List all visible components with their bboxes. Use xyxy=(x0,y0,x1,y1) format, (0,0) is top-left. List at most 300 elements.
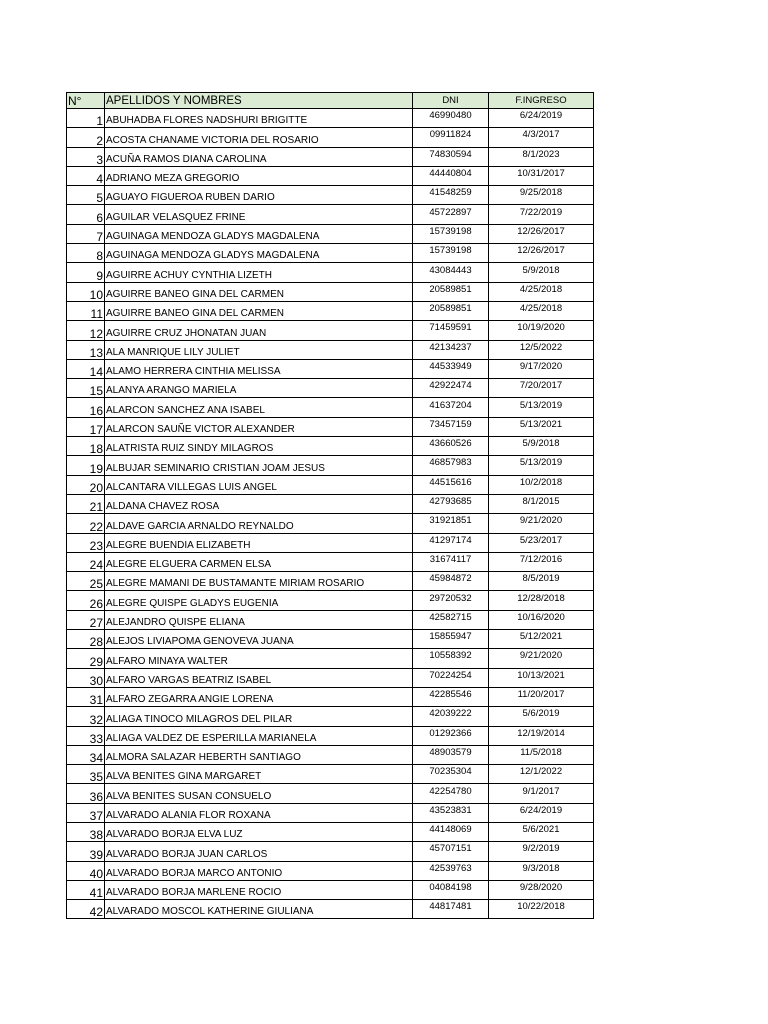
row-full-name: ALMORA SALAZAR HEBERTH SANTIAGO xyxy=(105,745,413,764)
row-full-name: ALVA BENITES GINA MARGARET xyxy=(105,765,413,784)
row-number: 1 xyxy=(67,109,105,128)
row-dni-text: 15855947 xyxy=(429,631,472,643)
row-entry-date xyxy=(489,398,594,417)
row-entry-date-text: 6/24/2019 xyxy=(519,110,563,122)
row-full-name: ALBUJAR SEMINARIO CRISTIAN JOAM JESUS xyxy=(105,456,413,475)
row-full-name: ALEGRE MAMANI DE BUSTAMANTE MIRIAM ROSARIO xyxy=(105,572,413,591)
row-dni xyxy=(413,282,489,301)
row-full-name: ACOSTA CHANAME VICTORIA DEL ROSARIO xyxy=(105,128,413,147)
row-full-name: ALARCON SAUÑE VICTOR ALEXANDER xyxy=(105,417,413,436)
row-number: 41 xyxy=(67,880,105,899)
row-entry-date-text: 6/24/2019 xyxy=(519,804,563,816)
row-dni xyxy=(413,687,489,706)
row-entry-date-text: 11/20/2017 xyxy=(517,689,565,701)
row-entry-date-text: 5/9/2018 xyxy=(522,264,560,276)
table-row xyxy=(67,321,594,340)
row-dni xyxy=(413,900,489,919)
table-header-row xyxy=(67,93,594,109)
row-entry-date xyxy=(489,282,594,301)
row-entry-date xyxy=(489,572,594,591)
row-number: 39 xyxy=(67,842,105,861)
table-row xyxy=(67,301,594,320)
table-row xyxy=(67,359,594,378)
row-entry-date xyxy=(489,668,594,687)
row-entry-date-text: 5/6/2021 xyxy=(522,824,560,836)
row-dni xyxy=(413,784,489,803)
row-entry-date xyxy=(489,475,594,494)
row-entry-date-text: 11/5/2018 xyxy=(520,746,562,758)
row-dni xyxy=(413,263,489,282)
table-row xyxy=(67,745,594,764)
row-number: 14 xyxy=(67,359,105,378)
row-entry-date xyxy=(489,533,594,552)
row-full-name: ALA MANRIQUE LILY JULIET xyxy=(105,340,413,359)
row-number: 28 xyxy=(67,630,105,649)
row-full-name: ALEGRE QUISPE GLADYS EUGENIA xyxy=(105,591,413,610)
row-number: 7 xyxy=(67,224,105,243)
row-number: 10 xyxy=(67,282,105,301)
row-entry-date-text: 10/16/2020 xyxy=(517,611,565,623)
row-entry-date-text: 5/13/2019 xyxy=(519,457,563,469)
table-row xyxy=(67,765,594,784)
row-entry-date-text: 4/25/2018 xyxy=(519,303,563,315)
table-row xyxy=(67,591,594,610)
row-dni xyxy=(413,147,489,166)
row-entry-date xyxy=(489,880,594,899)
row-dni-text: 45984872 xyxy=(429,573,472,585)
row-entry-date xyxy=(489,263,594,282)
row-entry-date xyxy=(489,745,594,764)
row-dni-text: 42254780 xyxy=(429,785,472,797)
table-row xyxy=(67,687,594,706)
row-dni xyxy=(413,475,489,494)
row-full-name: ALVARADO BORJA MARLENE ROCIO xyxy=(105,880,413,899)
row-entry-date-text: 12/28/2018 xyxy=(517,592,565,604)
row-entry-date xyxy=(489,514,594,533)
row-dni-text: 43523831 xyxy=(429,804,472,816)
header-number: N° xyxy=(67,93,105,109)
table-row xyxy=(67,726,594,745)
row-dni-text: 01292366 xyxy=(429,727,472,739)
row-full-name: AGUILAR VELASQUEZ FRINE xyxy=(105,205,413,224)
row-full-name: ALEGRE BUENDIA ELIZABETH xyxy=(105,533,413,552)
row-number: 2 xyxy=(67,128,105,147)
row-full-name: ALATRISTA RUIZ SINDY MILAGROS xyxy=(105,437,413,456)
row-number: 15 xyxy=(67,379,105,398)
row-dni xyxy=(413,224,489,243)
table-row xyxy=(67,668,594,687)
row-dni-text: 42582715 xyxy=(429,611,472,623)
table-row xyxy=(67,166,594,185)
row-full-name: ALVARADO BORJA JUAN CARLOS xyxy=(105,842,413,861)
row-entry-date xyxy=(489,630,594,649)
row-number: 32 xyxy=(67,707,105,726)
row-full-name: ALVARADO MOSCOL KATHERINE GIULIANA xyxy=(105,900,413,919)
row-dni-text: 31921851 xyxy=(429,515,472,527)
row-full-name: ALEJANDRO QUISPE ELIANA xyxy=(105,610,413,629)
row-number: 20 xyxy=(67,475,105,494)
row-entry-date xyxy=(489,186,594,205)
row-number: 23 xyxy=(67,533,105,552)
row-entry-date-text: 7/20/2017 xyxy=(519,380,563,392)
row-entry-date-text: 9/21/2020 xyxy=(519,650,563,662)
table-row xyxy=(67,861,594,880)
row-dni xyxy=(413,128,489,147)
row-number: 24 xyxy=(67,552,105,571)
row-dni-text: 73457159 xyxy=(429,418,472,430)
row-entry-date xyxy=(489,494,594,513)
row-dni-text: 42922474 xyxy=(429,380,472,392)
row-dni xyxy=(413,340,489,359)
table-row xyxy=(67,282,594,301)
table-row xyxy=(67,514,594,533)
row-number: 12 xyxy=(67,321,105,340)
table-row xyxy=(67,437,594,456)
row-number: 18 xyxy=(67,437,105,456)
table-row xyxy=(67,340,594,359)
row-full-name: AGUINAGA MENDOZA GLADYS MAGDALENA xyxy=(105,224,413,243)
row-number: 29 xyxy=(67,649,105,668)
row-number: 9 xyxy=(67,263,105,282)
row-full-name: ADRIANO MEZA GREGORIO xyxy=(105,166,413,185)
row-dni xyxy=(413,417,489,436)
table-row xyxy=(67,552,594,571)
row-full-name: ACUÑA RAMOS DIANA CAROLINA xyxy=(105,147,413,166)
row-number: 31 xyxy=(67,687,105,706)
row-full-name: ALFARO VARGAS BEATRIZ ISABEL xyxy=(105,668,413,687)
row-dni xyxy=(413,803,489,822)
row-number: 38 xyxy=(67,822,105,841)
row-dni xyxy=(413,109,489,128)
row-dni-text: 41548259 xyxy=(429,187,472,199)
row-dni xyxy=(413,630,489,649)
row-dni-text: 44148069 xyxy=(429,824,472,836)
row-dni-text: 42539763 xyxy=(429,862,472,874)
row-entry-date-text: 12/26/2017 xyxy=(517,245,565,257)
row-dni-text: 70235304 xyxy=(429,766,472,778)
row-full-name: ALDANA CHAVEZ ROSA xyxy=(105,494,413,513)
row-full-name: ALIAGA TINOCO MILAGROS DEL PILAR xyxy=(105,707,413,726)
row-entry-date-text: 9/28/2020 xyxy=(519,882,563,894)
row-entry-date xyxy=(489,822,594,841)
row-dni xyxy=(413,514,489,533)
row-entry-date xyxy=(489,707,594,726)
row-full-name: ALFARO MINAYA WALTER xyxy=(105,649,413,668)
row-dni xyxy=(413,765,489,784)
row-full-name: ALVARADO BORJA ELVA LUZ xyxy=(105,822,413,841)
row-entry-date-text: 4/3/2017 xyxy=(522,129,560,141)
row-dni-text: 31674117 xyxy=(429,553,472,565)
row-entry-date-text: 9/3/2018 xyxy=(522,862,560,874)
row-full-name: AGUIRRE BANEO GINA DEL CARMEN xyxy=(105,282,413,301)
table-row xyxy=(67,244,594,263)
row-number: 30 xyxy=(67,668,105,687)
row-dni xyxy=(413,166,489,185)
row-dni xyxy=(413,359,489,378)
row-entry-date-text: 8/1/2015 xyxy=(522,496,560,508)
row-number: 21 xyxy=(67,494,105,513)
row-number: 22 xyxy=(67,514,105,533)
row-dni-text: 70224254 xyxy=(429,669,472,681)
table-row xyxy=(67,572,594,591)
row-dni xyxy=(413,745,489,764)
row-entry-date-text: 12/1/2022 xyxy=(519,766,563,778)
row-full-name: ALAMO HERRERA CINTHIA MELISSA xyxy=(105,359,413,378)
row-dni-text: 71459591 xyxy=(429,322,472,334)
table-row xyxy=(67,379,594,398)
row-dni xyxy=(413,707,489,726)
row-entry-date xyxy=(489,765,594,784)
row-dni-text: 10558392 xyxy=(429,650,472,662)
row-full-name: ALVARADO BORJA MARCO ANTONIO xyxy=(105,861,413,880)
row-entry-date-text: 5/9/2018 xyxy=(522,438,560,450)
row-entry-date xyxy=(489,900,594,919)
table-row xyxy=(67,205,594,224)
row-entry-date xyxy=(489,803,594,822)
row-number: 26 xyxy=(67,591,105,610)
row-number: 40 xyxy=(67,861,105,880)
header-entry-date: F.INGRESO xyxy=(489,93,594,109)
row-full-name: ALANYA ARANGO MARIELA xyxy=(105,379,413,398)
row-number: 33 xyxy=(67,726,105,745)
employee-table-body xyxy=(67,93,594,919)
table-row xyxy=(67,494,594,513)
row-dni-text: 29720532 xyxy=(429,592,472,604)
row-dni xyxy=(413,205,489,224)
row-number: 13 xyxy=(67,340,105,359)
row-dni-text: 15739198 xyxy=(429,225,472,237)
row-full-name: ALVARADO ALANIA FLOR ROXANA xyxy=(105,803,413,822)
row-dni-text: 09911824 xyxy=(429,129,472,141)
row-dni xyxy=(413,610,489,629)
row-dni xyxy=(413,186,489,205)
row-number: 17 xyxy=(67,417,105,436)
row-entry-date-text: 5/12/2021 xyxy=(519,631,563,643)
row-entry-date-text: 4/25/2018 xyxy=(519,283,563,295)
row-entry-date-text: 9/21/2020 xyxy=(519,515,563,527)
row-full-name: AGUAYO FIGUEROA RUBEN DARIO xyxy=(105,186,413,205)
row-number: 34 xyxy=(67,745,105,764)
row-dni xyxy=(413,668,489,687)
row-dni-text: 44817481 xyxy=(429,901,472,913)
employee-table xyxy=(66,92,594,919)
row-dni xyxy=(413,861,489,880)
table-row xyxy=(67,109,594,128)
row-dni-text: 42793685 xyxy=(429,496,472,508)
row-number: 11 xyxy=(67,301,105,320)
row-entry-date-text: 9/1/2017 xyxy=(522,785,560,797)
row-dni-text: 44533949 xyxy=(429,361,472,372)
row-full-name: ALEGRE ELGUERA CARMEN ELSA xyxy=(105,552,413,571)
row-full-name: ALIAGA VALDEZ DE ESPERILLA MARIANELA xyxy=(105,726,413,745)
row-dni xyxy=(413,437,489,456)
row-dni-text: 74830594 xyxy=(429,148,472,160)
row-number: 8 xyxy=(67,244,105,263)
row-full-name: AGUIRRE BANEO GINA DEL CARMEN xyxy=(105,301,413,320)
table-row xyxy=(67,147,594,166)
row-number: 36 xyxy=(67,784,105,803)
table-row xyxy=(67,900,594,919)
row-entry-date xyxy=(489,128,594,147)
row-dni-text: 45707151 xyxy=(429,843,472,855)
row-entry-date-text: 12/19/2014 xyxy=(517,727,565,739)
row-entry-date xyxy=(489,147,594,166)
row-dni xyxy=(413,494,489,513)
row-number: 25 xyxy=(67,572,105,591)
row-dni-text: 41637204 xyxy=(429,399,472,411)
row-entry-date-text: 5/6/2019 xyxy=(522,708,560,720)
table-row xyxy=(67,649,594,668)
row-entry-date xyxy=(489,649,594,668)
row-dni-text: 46990480 xyxy=(429,110,472,122)
row-entry-date xyxy=(489,842,594,861)
row-entry-date-text: 12/5/2022 xyxy=(519,341,563,353)
row-entry-date xyxy=(489,687,594,706)
table-row xyxy=(67,475,594,494)
row-entry-date-text: 9/25/2018 xyxy=(519,187,563,199)
table-row xyxy=(67,417,594,436)
row-number: 27 xyxy=(67,610,105,629)
row-full-name: AGUIRRE ACHUY CYNTHIA LIZETH xyxy=(105,263,413,282)
row-entry-date xyxy=(489,591,594,610)
row-dni xyxy=(413,244,489,263)
row-entry-date xyxy=(489,552,594,571)
row-entry-date xyxy=(489,205,594,224)
table-row xyxy=(67,822,594,841)
row-entry-date-text: 7/22/2019 xyxy=(519,206,563,218)
row-entry-date xyxy=(489,109,594,128)
row-dni-text: 04084198 xyxy=(429,882,472,894)
row-dni-text: 42134237 xyxy=(429,341,472,353)
row-dni xyxy=(413,301,489,320)
row-full-name: ALCANTARA VILLEGAS LUIS ANGEL xyxy=(105,475,413,494)
row-entry-date xyxy=(489,610,594,629)
table-row xyxy=(67,707,594,726)
row-dni-text: 15739198 xyxy=(429,245,472,257)
row-dni-text: 20589851 xyxy=(429,303,472,315)
row-entry-date-text: 7/12/2016 xyxy=(519,553,563,565)
row-entry-date xyxy=(489,784,594,803)
row-dni xyxy=(413,842,489,861)
row-full-name: ALEJOS LIVIAPOMA GENOVEVA JUANA xyxy=(105,630,413,649)
row-entry-date xyxy=(489,456,594,475)
row-dni xyxy=(413,321,489,340)
row-dni xyxy=(413,398,489,417)
row-number: 3 xyxy=(67,147,105,166)
row-number: 4 xyxy=(67,166,105,185)
row-full-name: ABUHADBA FLORES NADSHURI BRIGITTE xyxy=(105,109,413,128)
row-entry-date-text: 9/2/2019 xyxy=(522,843,560,855)
header-dni: DNI xyxy=(413,93,489,109)
row-entry-date xyxy=(489,340,594,359)
row-full-name: ALFARO ZEGARRA ANGIE LORENA xyxy=(105,687,413,706)
row-full-name: ALVA BENITES SUSAN CONSUELO xyxy=(105,784,413,803)
row-dni-text: 45722897 xyxy=(429,206,472,218)
row-dni xyxy=(413,533,489,552)
row-number: 5 xyxy=(67,186,105,205)
row-dni xyxy=(413,591,489,610)
row-entry-date-text: 8/5/2019 xyxy=(522,573,560,585)
row-entry-date xyxy=(489,437,594,456)
row-entry-date xyxy=(489,301,594,320)
row-entry-date-text: 5/13/2021 xyxy=(519,418,563,430)
row-number: 19 xyxy=(67,456,105,475)
row-dni xyxy=(413,726,489,745)
row-dni xyxy=(413,572,489,591)
table-row xyxy=(67,128,594,147)
table-row xyxy=(67,630,594,649)
table-row xyxy=(67,610,594,629)
header-names: APELLIDOS Y NOMBRES xyxy=(105,93,413,109)
row-entry-date xyxy=(489,321,594,340)
row-dni xyxy=(413,456,489,475)
row-number: 35 xyxy=(67,765,105,784)
row-number: 37 xyxy=(67,803,105,822)
row-dni-text: 46857983 xyxy=(429,457,472,469)
table-row xyxy=(67,842,594,861)
row-full-name: AGUIRRE CRUZ JHONATAN JUAN xyxy=(105,321,413,340)
row-entry-date xyxy=(489,379,594,398)
row-entry-date-text: 10/19/2020 xyxy=(517,322,565,334)
row-dni xyxy=(413,649,489,668)
row-full-name: ALARCON SANCHEZ ANA ISABEL xyxy=(105,398,413,417)
row-entry-date xyxy=(489,224,594,243)
table-row xyxy=(67,398,594,417)
row-dni-text: 43084443 xyxy=(429,264,472,276)
row-dni-text: 42285546 xyxy=(429,689,472,701)
row-entry-date xyxy=(489,417,594,436)
table-row xyxy=(67,456,594,475)
row-dni-text: 44515616 xyxy=(429,476,472,488)
row-full-name: ALDAVE GARCIA ARNALDO REYNALDO xyxy=(105,514,413,533)
row-dni-text: 48903579 xyxy=(429,746,472,758)
row-number: 42 xyxy=(67,900,105,919)
table-row xyxy=(67,533,594,552)
row-full-name: AGUINAGA MENDOZA GLADYS MAGDALENA xyxy=(105,244,413,263)
row-dni xyxy=(413,880,489,899)
row-entry-date xyxy=(489,166,594,185)
row-entry-date xyxy=(489,861,594,880)
row-entry-date-text: 10/2/2018 xyxy=(519,476,563,488)
row-number: 6 xyxy=(67,205,105,224)
row-dni-text: 43660526 xyxy=(429,438,472,450)
row-entry-date xyxy=(489,359,594,378)
row-dni xyxy=(413,379,489,398)
table-row xyxy=(67,263,594,282)
row-dni-text: 42039222 xyxy=(429,708,472,720)
table-row xyxy=(67,186,594,205)
row-entry-date-text: 5/23/2017 xyxy=(519,534,563,546)
table-row xyxy=(67,224,594,243)
table-row xyxy=(67,880,594,899)
row-dni xyxy=(413,552,489,571)
row-entry-date-text: 10/22/2018 xyxy=(517,901,565,913)
row-dni-text: 44440804 xyxy=(429,168,472,180)
row-entry-date xyxy=(489,726,594,745)
row-number: 16 xyxy=(67,398,105,417)
row-dni xyxy=(413,822,489,841)
table-row xyxy=(67,803,594,822)
table-row xyxy=(67,784,594,803)
row-entry-date-text: 10/13/2021 xyxy=(517,669,565,681)
row-entry-date-text: 9/17/2020 xyxy=(519,361,563,372)
row-entry-date-text: 8/1/2023 xyxy=(522,148,560,160)
row-entry-date-text: 5/13/2019 xyxy=(519,399,563,411)
row-entry-date xyxy=(489,244,594,263)
row-dni-text: 41297174 xyxy=(429,534,472,546)
row-entry-date-text: 12/26/2017 xyxy=(517,225,565,237)
row-entry-date-text: 10/31/2017 xyxy=(517,168,565,180)
